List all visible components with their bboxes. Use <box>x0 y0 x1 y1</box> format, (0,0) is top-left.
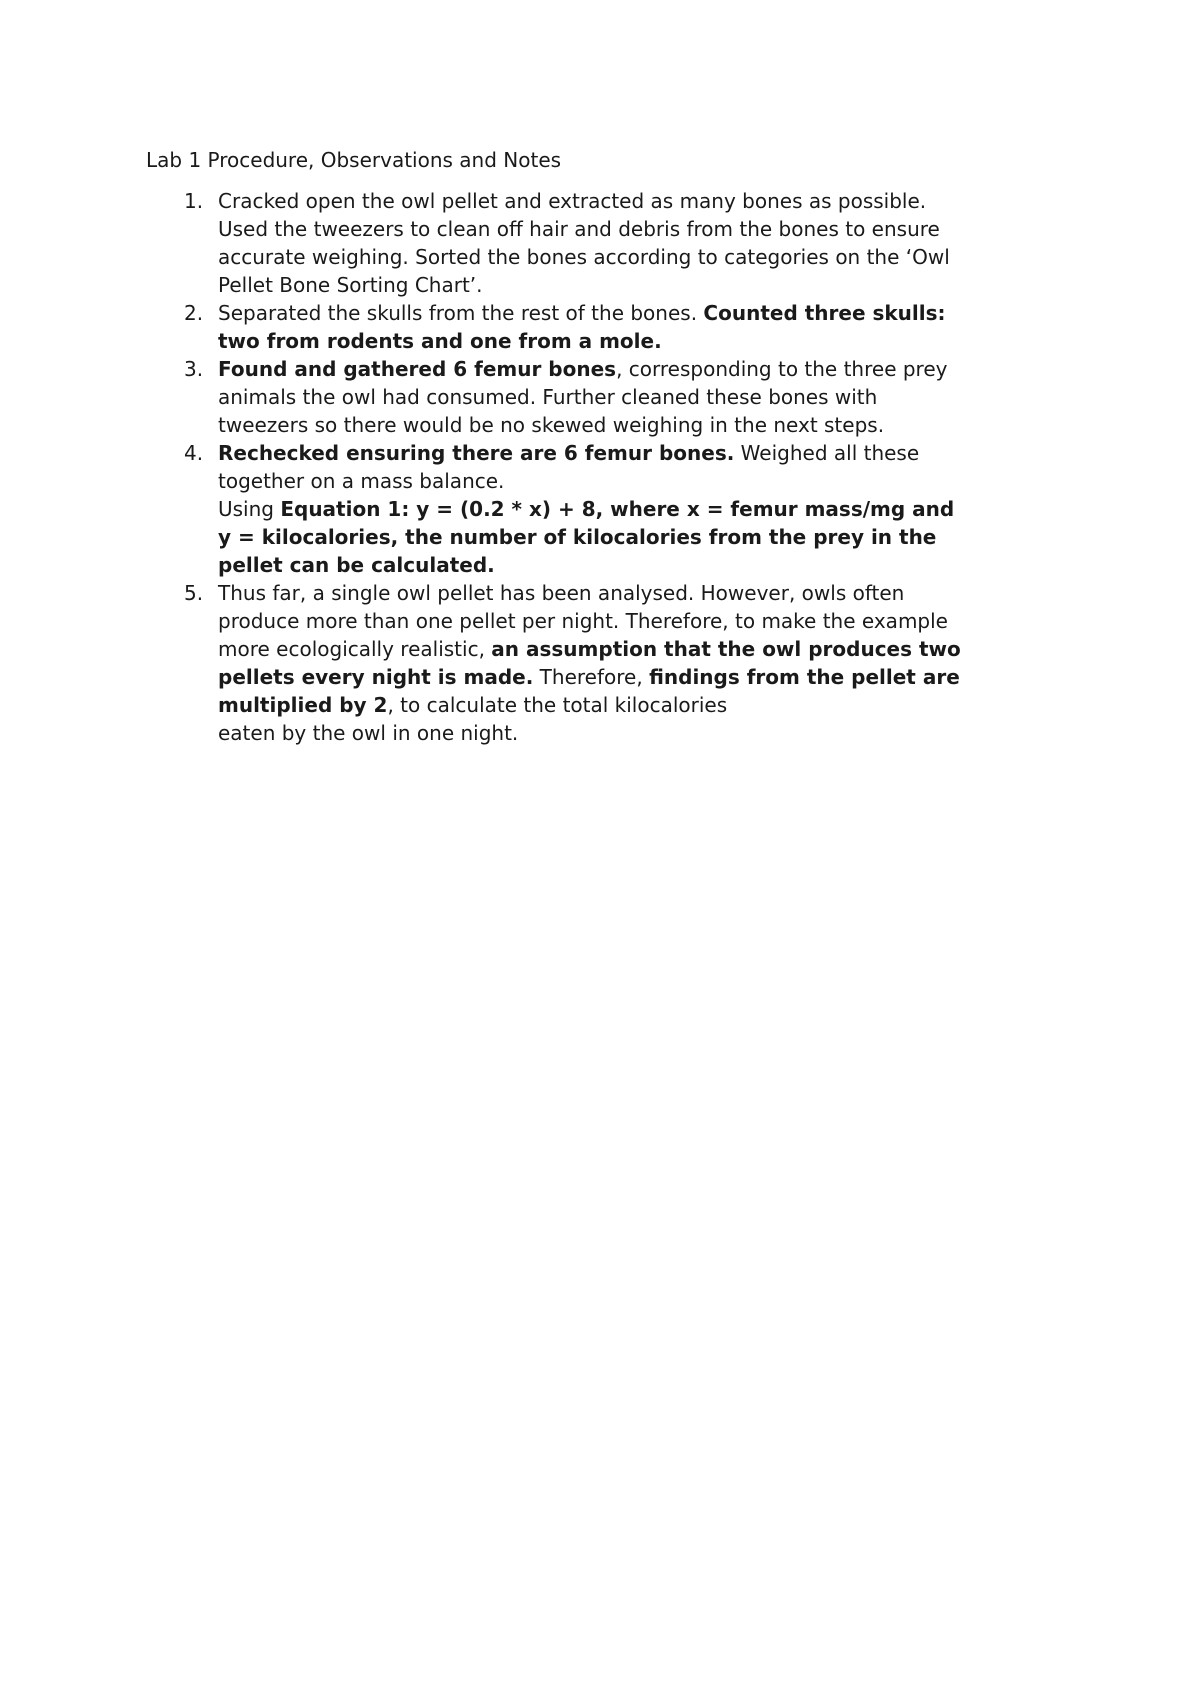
step-text: Pellet Bone Sorting Chart’. <box>218 273 483 297</box>
step-line <box>218 579 1066 607</box>
step-number: 4. <box>184 441 204 465</box>
step-number: 3. <box>184 357 204 381</box>
step-emphasis: Counted three skulls: <box>703 301 946 325</box>
step-line <box>218 439 1066 467</box>
step-emphasis: pellet can be calculated. <box>218 553 495 577</box>
step-line <box>218 383 1066 411</box>
step-number: 2. <box>184 301 204 325</box>
step-line <box>218 299 1066 327</box>
step-emphasis: an assumption that the owl produces two <box>491 637 961 661</box>
step-line <box>218 523 1066 551</box>
equation-text: Equation 1: y = (0.2 * x) + 8, where x = femur mass/mg and <box>280 497 955 521</box>
step-line <box>218 495 1066 523</box>
step-emphasis: Rechecked ensuring there are 6 femur bones. <box>218 441 735 465</box>
step-text: Therefore, <box>533 665 650 689</box>
step-text: Used the tweezers to clean off hair and debris from the bones to ensure <box>218 217 940 241</box>
step-emphasis: pellets every night is made. <box>218 665 534 689</box>
step-emphasis: multiplied by 2 <box>218 693 388 717</box>
step-text: Using <box>218 497 281 521</box>
step-line <box>218 467 1066 495</box>
step-number: 5. <box>184 581 204 605</box>
step-text: eaten by the owl in one night. <box>218 721 519 745</box>
step-text: accurate weighing. Sorted the bones according to categories on the ‘Owl <box>218 245 950 269</box>
step-text: Weighed all these <box>734 441 920 465</box>
step-emphasis: Found and gathered 6 femur bones <box>218 357 617 381</box>
step-number: 1. <box>184 189 204 213</box>
step-text: , corresponding to the three prey <box>616 357 948 381</box>
step-text: more ecologically realistic, <box>218 637 492 661</box>
step-text: tweezers so there would be no skewed weighing in the next steps. <box>218 413 885 437</box>
step-line <box>218 607 1066 635</box>
document-title: Lab 1 Procedure, Observations and Notes <box>146 148 562 172</box>
step-emphasis: two from rodents and one from a mole. <box>218 329 662 353</box>
procedure-step-2 <box>146 299 1066 355</box>
step-line <box>218 551 1066 579</box>
step-line <box>218 243 1066 271</box>
procedure-list <box>146 187 1066 747</box>
step-line <box>218 187 1066 215</box>
procedure-step-5 <box>146 579 1066 747</box>
procedure-step-1 <box>146 187 1066 299</box>
step-line <box>218 327 1066 355</box>
step-emphasis: findings from the pellet are <box>649 665 960 689</box>
step-line <box>218 719 1066 747</box>
step-line <box>218 663 1066 691</box>
procedure-step-3 <box>146 355 1066 439</box>
procedure-step-4 <box>146 439 1066 579</box>
step-line <box>218 215 1066 243</box>
step-text: animals the owl had consumed. Further cleaned these bones with <box>218 385 878 409</box>
step-line <box>218 355 1066 383</box>
step-line <box>218 691 1066 719</box>
step-text: Thus far, a single owl pellet has been analysed. However, owls often <box>218 581 905 605</box>
step-emphasis: y = kilocalories, the number of kilocalories from the prey in the <box>218 525 937 549</box>
step-text: together on a mass balance. <box>218 469 505 493</box>
step-text: produce more than one pellet per night. Therefore, to make the example <box>218 609 948 633</box>
step-line <box>218 411 1066 439</box>
step-line <box>218 271 1066 299</box>
step-text: Separated the skulls from the rest of the bones. <box>218 301 704 325</box>
step-text: , to calculate the total kilocalories <box>387 693 728 717</box>
step-line <box>218 635 1066 663</box>
step-text: Cracked open the owl pellet and extracted as many bones as possible. <box>218 189 927 213</box>
